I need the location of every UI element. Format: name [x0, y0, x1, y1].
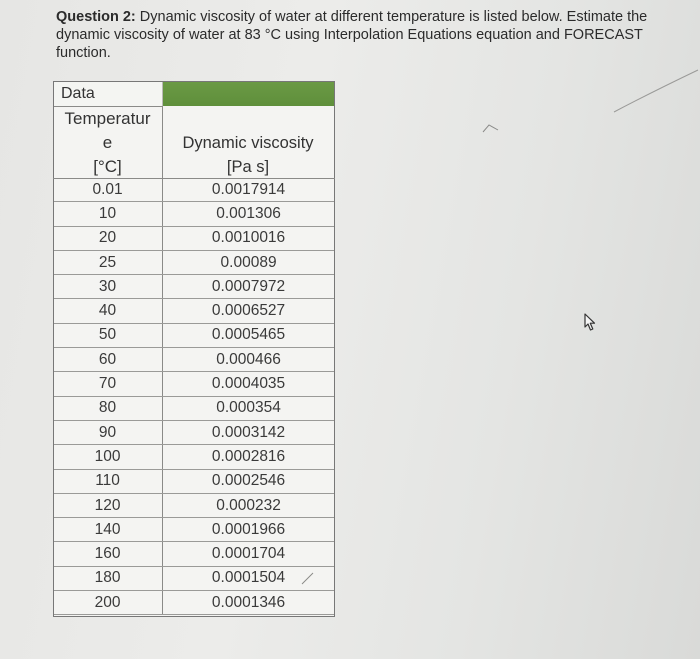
pen-mark-stroke: [612, 66, 700, 116]
table-row: [53, 372, 335, 396]
temperature-cell: 20: [53, 226, 163, 250]
temperature-cell: 140: [53, 518, 163, 542]
table-row: [53, 348, 335, 372]
table-row: [53, 469, 335, 493]
viscosity-cell: 0.0001966: [163, 518, 335, 542]
question-text: [56, 8, 686, 62]
temperature-header-line-2: e: [102, 133, 113, 152]
table-row: [53, 299, 335, 323]
temperature-cell: 100: [53, 445, 163, 469]
viscosity-header-line-2: [Pa s]: [226, 158, 270, 176]
temperature-header-line-1: Temperatur: [64, 109, 151, 128]
table-row: [53, 445, 335, 469]
temperature-cell: 50: [53, 323, 163, 347]
temperature-cell: 120: [53, 493, 163, 517]
table-row: [53, 493, 335, 517]
viscosity-cell: 0.0007972: [163, 275, 335, 299]
temperature-cell: 90: [53, 420, 163, 444]
table-row: [53, 275, 335, 299]
temperature-cell: 180: [53, 566, 163, 590]
viscosity-cell: 0.0002816: [163, 445, 335, 469]
temperature-cell: 200: [53, 591, 163, 615]
temperature-cell: 70: [53, 372, 163, 396]
question-label: Question 2:: [56, 9, 136, 25]
temperature-cell: 60: [53, 348, 163, 372]
pen-mark-tick: [482, 122, 500, 134]
table-row: [53, 226, 335, 250]
viscosity-cell: 0.0001346: [163, 591, 335, 615]
table-row: [53, 396, 335, 420]
temperature-cell: 25: [53, 250, 163, 274]
temperature-cell: 80: [53, 396, 163, 420]
temperature-cell: 160: [53, 542, 163, 566]
data-label-cell: Data: [53, 81, 163, 106]
question-body: Dynamic viscosity of water at different temperature is listed below. Estimate the dynamic viscosity of water at 83 °C using Interpolation Equations equation and FORECAST function.: [56, 9, 648, 61]
viscosity-cell: 0.0001504: [163, 566, 335, 590]
table-row: [53, 591, 335, 615]
viscosity-cell: 0.0001704: [163, 542, 335, 566]
viscosity-cell: 0.0010016: [163, 226, 335, 250]
table-row: [53, 250, 335, 274]
viscosity-cell: 0.0006527: [163, 299, 335, 323]
temperature-cell: 10: [53, 202, 163, 226]
table-row: [53, 542, 335, 566]
viscosity-cell: 0.0005465: [163, 323, 335, 347]
viscosity-cell: 0.000466: [163, 348, 335, 372]
table-row: [53, 202, 335, 226]
viscosity-cell: 0.000354: [163, 396, 335, 420]
table-row: [53, 323, 335, 347]
temperature-cell: 0.01: [53, 178, 163, 202]
viscosity-table: [53, 81, 335, 617]
viscosity-cell: 0.00089: [163, 250, 335, 274]
viscosity-cell: 0.0017914: [163, 178, 335, 202]
viscosity-cell: 0.0003142: [163, 420, 335, 444]
viscosity-cell: 0.001306: [163, 202, 335, 226]
table-row: [53, 518, 335, 542]
temperature-cell: 30: [53, 275, 163, 299]
mouse-pointer-icon: [580, 312, 598, 334]
viscosity-column-header: [163, 131, 333, 179]
viscosity-cell: 0.000232: [163, 493, 335, 517]
temperature-header-line-3: [°C]: [93, 157, 122, 176]
temperature-cell: 40: [53, 299, 163, 323]
viscosity-header-line-1: Dynamic viscosity: [182, 134, 314, 152]
table-row: [53, 420, 335, 444]
table-row: [53, 178, 335, 202]
data-grid: [53, 178, 335, 615]
table-row: [53, 566, 335, 590]
viscosity-cell: 0.0002546: [163, 469, 335, 493]
viscosity-cell: 0.0004035: [163, 372, 335, 396]
temperature-cell: 110: [53, 469, 163, 493]
